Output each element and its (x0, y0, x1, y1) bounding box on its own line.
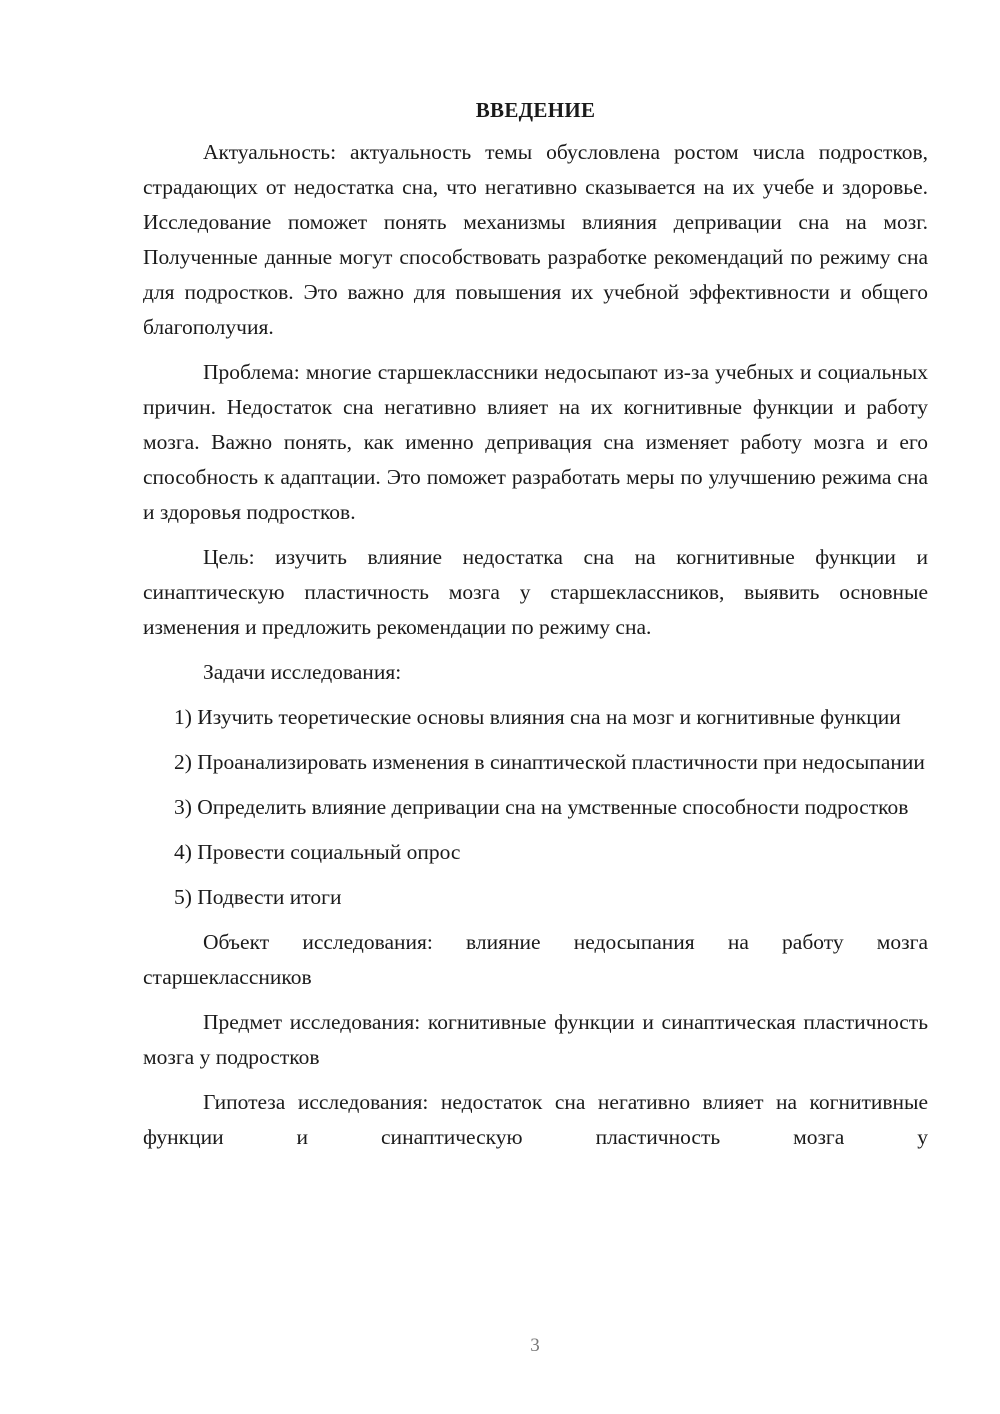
tasks-heading: Задачи исследования: (203, 660, 402, 684)
paragraph-goal: Цель: изучить влияние недостатка сна на когнитивные функции и синаптическую пластичность мозга у старшеклассников, выявить основные изменения и предложить рекомендации по режиму сна. (143, 545, 928, 639)
page-content (143, 95, 928, 1155)
page-title: ВВЕДЕНИЕ (475, 98, 596, 122)
task-item-1: 1) Изучить теоретические основы влияния сна на мозг и когнитивные функции (174, 705, 901, 729)
paragraph-problem: Проблема: многие старшеклассники недосыпают из-за учебных и социальных причин. Недостаток сна негативно влияет на их когнитивные функции и работу мозга. Важно понять, как именно депривация сна изменяет работу мозга и его способность к адаптации. Это поможет разработать меры по улучшению режима сна и здоровья подростков. (143, 360, 928, 524)
task-item-4: 4) Провести социальный опрос (174, 840, 461, 864)
paragraph-relevance: Актуальность: актуальность темы обусловлена ростом числа подростков, страдающих от недостатка сна, что негативно сказывается на их учебе и здоровье. Исследование поможет понять механизмы влияния депривации сна на мозг. Полученные данные могут способствовать разработке рекомендаций по режиму сна для подростков. Это важно для повышения их учебной эффективности и общего благополучия. (143, 140, 928, 339)
paragraph-object: Объект исследования: влияние недосыпания на работу мозга старшеклассников (143, 930, 928, 989)
task-item-3: 3) Определить влияние депривации сна на умственные способности подростков (174, 795, 909, 819)
paragraph-subject: Предмет исследования: когнитивные функции и синаптическая пластичность мозга у подростков (143, 1010, 928, 1069)
paragraph-hypothesis: Гипотеза исследования: недостаток сна негативно влияет на когнитивные функции и синаптическую пластичность мозга у (143, 1090, 928, 1149)
task-item-2: 2) Проанализировать изменения в синаптической пластичности при недосыпании (174, 750, 925, 774)
page-number: 3 (530, 1335, 540, 1356)
task-item-5: 5) Подвести итоги (174, 885, 342, 909)
